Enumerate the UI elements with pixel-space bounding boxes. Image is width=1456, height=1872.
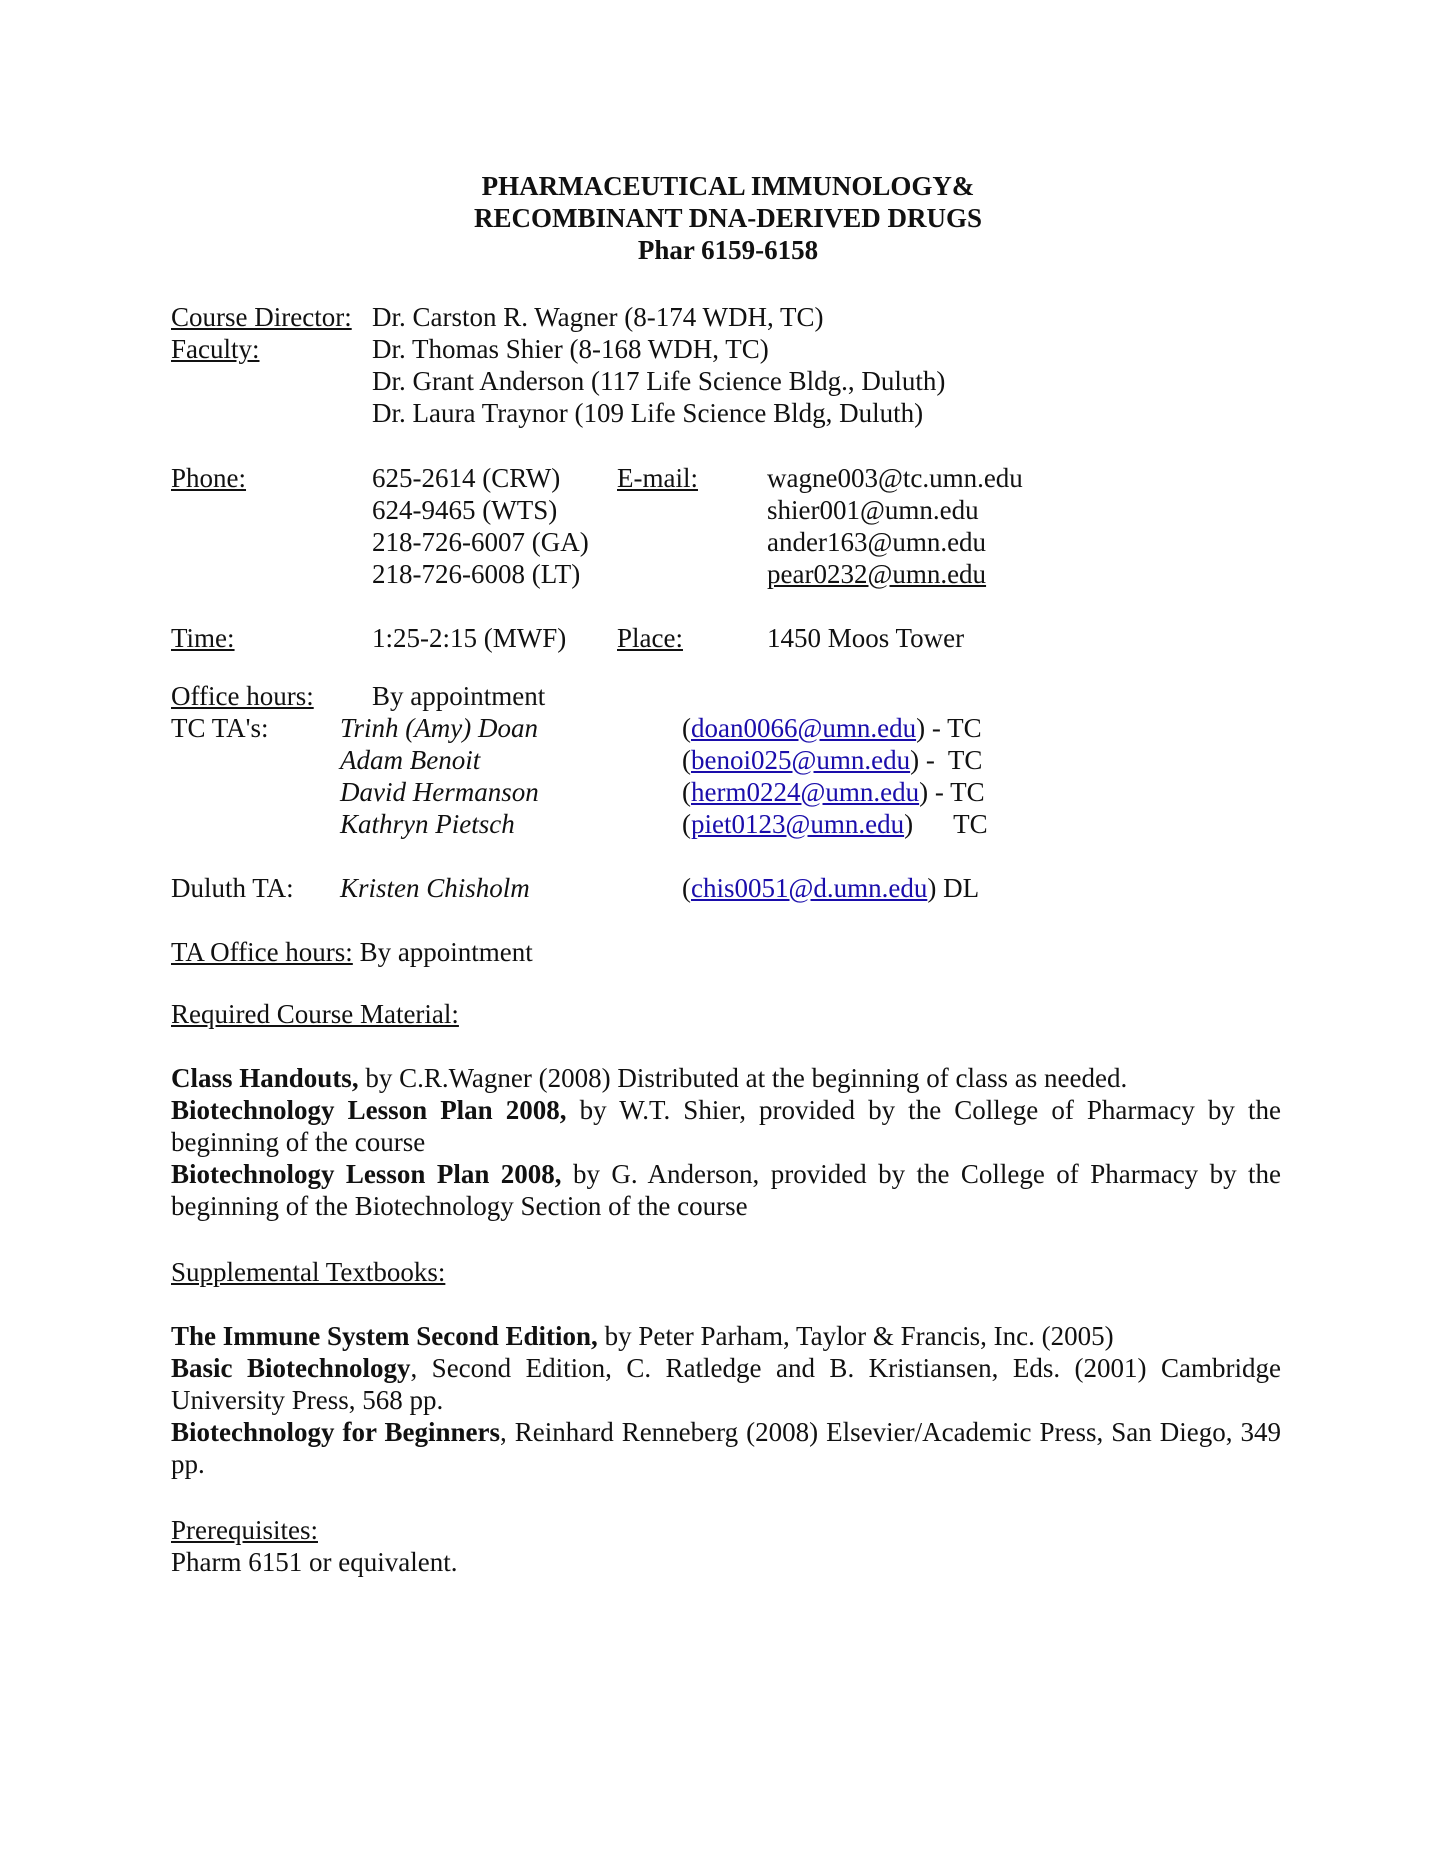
- textbook-item: [171, 1352, 1281, 1416]
- email-label: E-mail:: [617, 463, 698, 493]
- email-address: pear0232@umn.edu: [767, 559, 987, 589]
- faculty-member: Dr. Laura Traynor (109 Life Science Bldg, Duluth): [372, 398, 924, 428]
- ta-contact: [682, 744, 982, 776]
- title-line-1: PHARMACEUTICAL IMMUNOLOGY&: [481, 171, 975, 201]
- office-hours-label: Office hours:: [171, 681, 314, 711]
- time-label: Time:: [171, 623, 235, 653]
- ta-contact: [682, 872, 979, 904]
- course-code: Phar 6159-6158: [637, 235, 819, 265]
- ta-campus: ) - TC: [910, 745, 983, 775]
- class-time: 1:25-2:15 (MWF): [372, 623, 567, 653]
- textbook-item: [171, 1416, 1281, 1480]
- ta-email-link[interactable]: piet0123@umn.edu: [691, 809, 905, 839]
- required-item: [171, 1158, 1281, 1222]
- ta-name: Adam Benoit: [340, 745, 481, 775]
- phone-number: 218-726-6008 (LT): [372, 559, 581, 589]
- phone-label: Phone:: [171, 463, 247, 493]
- class-place: 1450 Moos Tower: [767, 623, 965, 653]
- phone-number: 625-2614 (CRW): [372, 463, 561, 493]
- phone-number: 218-726-6007 (GA): [372, 527, 589, 557]
- ta-name: David Hermanson: [340, 777, 539, 807]
- paren-open: (: [682, 777, 691, 807]
- ta-campus: ) - TC: [919, 777, 985, 807]
- tc-ta-label: TC TA's:: [171, 713, 269, 743]
- paren-open: (: [682, 873, 691, 903]
- duluth-ta-label: Duluth TA:: [171, 873, 294, 903]
- supplemental-heading: Supplemental Textbooks:: [171, 1257, 446, 1287]
- paren-open: (: [682, 809, 691, 839]
- ta-contact: [682, 808, 988, 840]
- item-title: Basic Biotechnology: [171, 1353, 411, 1383]
- item-description: by C.R.Wagner (2008) Distributed at the beginning of class as needed.: [358, 1063, 1128, 1093]
- ta-email-link[interactable]: doan0066@umn.edu: [691, 713, 917, 743]
- item-title: Class Handouts,: [171, 1063, 359, 1093]
- faculty-label: Faculty:: [171, 334, 260, 364]
- email-address: shier001@umn.edu: [767, 495, 979, 525]
- ta-campus: ) DL: [927, 873, 980, 903]
- required-material-heading: Required Course Material:: [171, 999, 459, 1029]
- required-item: [171, 1062, 1281, 1094]
- ta-email-link[interactable]: chis0051@d.umn.edu: [691, 873, 928, 903]
- textbook-item: [171, 1320, 1281, 1352]
- email-address: ander163@umn.edu: [767, 527, 987, 557]
- place-label: Place:: [617, 623, 683, 653]
- item-title: Biotechnology for Beginners: [171, 1417, 500, 1447]
- item-title: Biotechnology Lesson Plan 2008,: [171, 1159, 562, 1189]
- paren-open: (: [682, 745, 691, 775]
- faculty-member: Dr. Grant Anderson (117 Life Science Bldg., Duluth): [372, 366, 946, 396]
- ta-office-hours: [171, 936, 533, 968]
- ta-contact: [682, 712, 982, 744]
- ta-contact: [682, 776, 985, 808]
- course-director: Dr. Carston R. Wagner (8-174 WDH, TC): [372, 302, 824, 332]
- ta-office-hours-label: TA Office hours:: [171, 937, 353, 967]
- ta-campus: ) TC: [904, 809, 988, 839]
- phone-number: 624-9465 (WTS): [372, 495, 558, 525]
- item-description: by W.T. Shier, provided by the College of Pharmacy by the beginning of the course: [171, 1095, 1282, 1157]
- ta-office-hours-value: By appointment: [352, 937, 533, 967]
- course-director-label: Course Director:: [171, 302, 352, 332]
- ta-name: Kathryn Pietsch: [340, 809, 515, 839]
- prerequisites-heading: Prerequisites:: [171, 1515, 318, 1545]
- required-item: [171, 1094, 1281, 1158]
- office-hours-value: By appointment: [372, 681, 546, 711]
- item-title: The Immune System Second Edition,: [171, 1321, 598, 1351]
- item-title: Biotechnology Lesson Plan 2008,: [171, 1095, 567, 1125]
- faculty-member: Dr. Thomas Shier (8-168 WDH, TC): [372, 334, 769, 364]
- paren-open: (: [682, 713, 691, 743]
- item-description: , Reinhard Renneberg (2008) Elsevier/Academic Press, San Diego, 349 pp.: [171, 1417, 1281, 1479]
- email-address: wagne003@tc.umn.edu: [767, 463, 1023, 493]
- item-description: , Second Edition, C. Ratledge and B. Kristiansen, Eds. (2001) Cambridge University Press, 568 pp.: [171, 1353, 1281, 1415]
- ta-campus: ) - TC: [916, 713, 982, 743]
- ta-email-link[interactable]: herm0224@umn.edu: [691, 777, 920, 807]
- prerequisites-text: Pharm 6151 or equivalent.: [171, 1547, 458, 1577]
- item-description: by G. Anderson, provided by the College of Pharmacy by the beginning of the Biotechnology Section of the course: [171, 1159, 1281, 1221]
- item-description: by Peter Parham, Taylor & Francis, Inc. (2005): [597, 1321, 1114, 1351]
- title-line-2: RECOMBINANT DNA-DERIVED DRUGS: [473, 203, 983, 233]
- ta-name: Trinh (Amy) Doan: [340, 713, 538, 743]
- ta-email-link[interactable]: benoi025@umn.edu: [691, 745, 911, 775]
- ta-name: Kristen Chisholm: [340, 873, 530, 903]
